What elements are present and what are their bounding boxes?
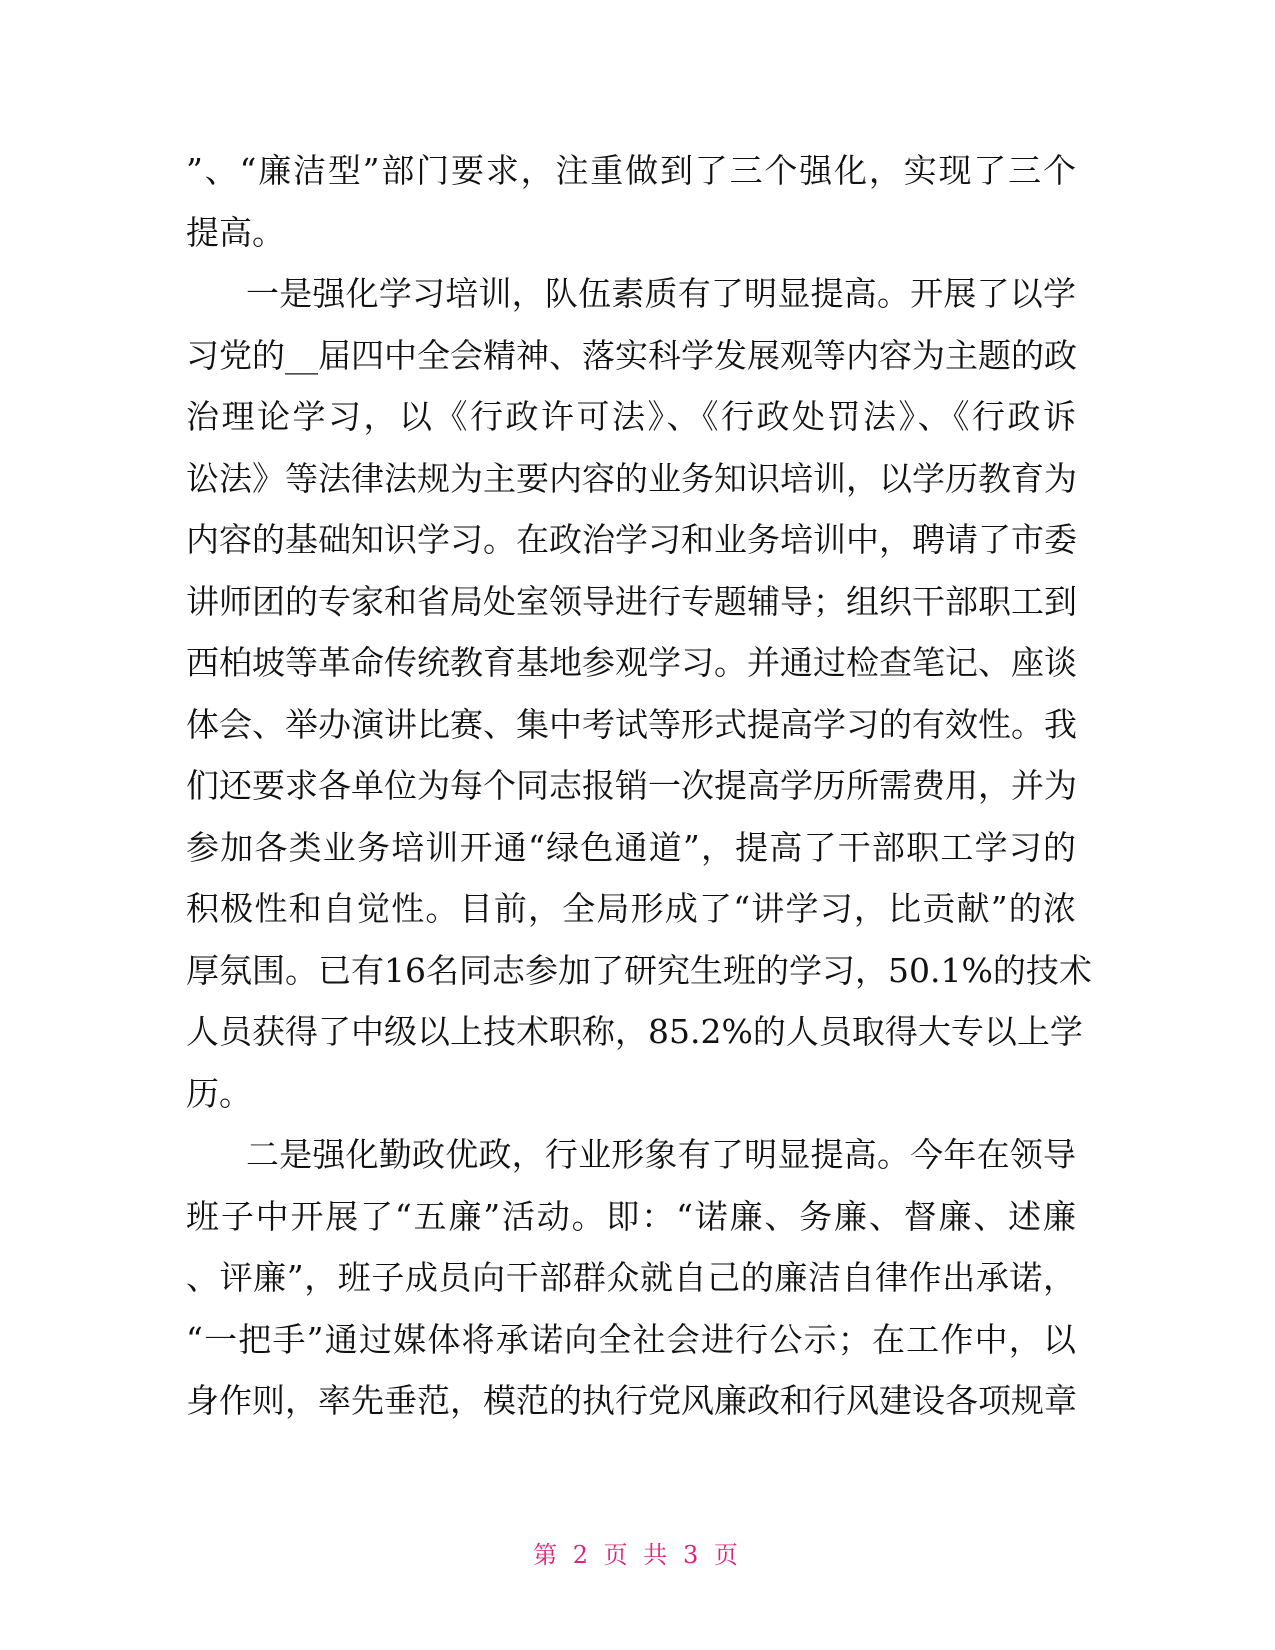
text-line: 一是强化学习培训，队伍素质有了明显提高。开展了以学: [246, 274, 1076, 313]
text-line: 参加各类业务培训开通“绿色通道”，提高了干部职工学习的: [186, 827, 1076, 867]
text-line: 厚氛围。已有16名同志参加了研究生班的学习，50.1%的技术: [186, 950, 1092, 990]
text-line: ”、“廉洁型”部门要求，注重做到了三个强化，实现了三个: [186, 151, 1076, 190]
text-line: 班子中开展了“五廉”活动。即：“诺廉、务廉、督廉、述廉: [186, 1196, 1076, 1236]
page-number-footer: 第 2 页 共 3 页: [533, 1541, 742, 1569]
text-line: 讲师团的专家和省局处室领导进行专题辅导；组织干部职工到: [186, 581, 1077, 621]
text-line: 体会、举办演讲比赛、集中考试等形式提高学习的有效性。我: [186, 704, 1077, 744]
text-line: 人员获得了中级以上技术职称，85.2%的人员取得大专以上学: [186, 1012, 1083, 1051]
text-line: 们还要求各单位为每个同志报销一次提高学历所需费用，并为: [186, 766, 1077, 805]
text-line: “一把手”通过媒体将承诺向全社会进行公示；在工作中，以: [186, 1319, 1076, 1359]
text-line: 习党的__届四中全会精神、落实科学发展观等内容为主题的政: [186, 335, 1077, 375]
text-line: 提高。: [186, 212, 285, 252]
text-line: 二是强化勤政优政，行业形象有了明显提高。今年在领导: [246, 1135, 1076, 1174]
text-line: 内容的基础知识学习。在政治学习和业务培训中，聘请了市委: [186, 520, 1077, 559]
text-line: 讼法》等法律法规为主要内容的业务知识培训，以学历教育为: [186, 458, 1077, 498]
text-line: 、评廉”，班子成员向干部群众就自己的廉洁自律作出承诺，: [186, 1258, 1076, 1297]
text-line: 治理论学习，以《行政许可法》、《行政处罚法》、《行政诉: [186, 397, 1076, 436]
text-line: 西柏坡等革命传统教育基地参观学习。并通过检查笔记、座谈: [186, 643, 1077, 682]
text-line: 积极性和自觉性。目前，全局形成了“讲学习，比贡献”的浓: [186, 889, 1076, 928]
text-line: 身作则，率先垂范，模范的执行党风廉政和行风建设各项规章: [186, 1381, 1077, 1420]
text-line: 历。: [186, 1073, 252, 1113]
document-body: [186, 140, 1092, 1432]
